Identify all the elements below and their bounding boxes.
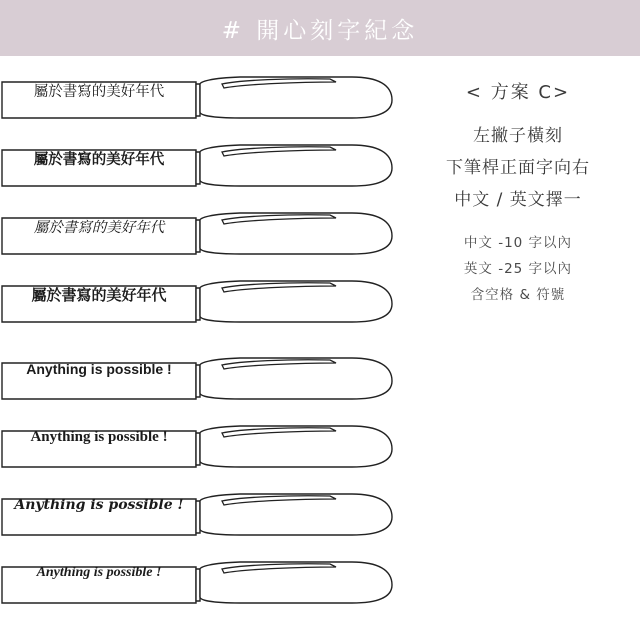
pen-row <box>0 545 410 611</box>
pen-engraving-text: Anything is possible ! <box>36 565 162 580</box>
pen-engraving-text: Anything is possible ! <box>14 497 184 513</box>
info-main-line: 左撇子橫刻 <box>473 126 563 146</box>
pen-row <box>0 60 410 126</box>
page-title: # 開心刻字紀念 <box>221 17 419 44</box>
plan-label: < 方案 C> <box>465 82 571 103</box>
pen-engraving-text: 屬於書寫的美好年代 <box>33 151 165 168</box>
info-main-line: 中文 / 英文擇一 <box>454 190 582 210</box>
pen-list <box>0 56 410 640</box>
pen-row <box>0 341 410 407</box>
pen-engraving-text: Anything is possible ! <box>26 361 172 377</box>
pen-row <box>0 477 410 543</box>
pen-row <box>0 264 410 330</box>
info-panel <box>420 78 616 308</box>
info-notes <box>420 230 616 308</box>
pen-engraving-text: 屬於書寫的美好年代 <box>33 220 165 236</box>
info-note-line: 含空格 & 符號 <box>470 287 566 303</box>
header-bar <box>0 0 640 56</box>
pen-engraving-text: 屬於書寫的美好年代 <box>33 84 165 100</box>
content-area <box>0 56 640 640</box>
pen-engraving-text: 屬於書寫的美好年代 <box>31 286 167 304</box>
info-main-line: 下筆桿正面字向右 <box>446 158 590 178</box>
pen-row <box>0 196 410 262</box>
info-note-line: 英文 -25 字以內 <box>463 261 573 277</box>
pen-row <box>0 409 410 475</box>
pen-engraving-text: Anything is possible ! <box>30 429 168 445</box>
info-note-line: 中文 -10 字以內 <box>463 235 573 251</box>
pen-row <box>0 128 410 194</box>
